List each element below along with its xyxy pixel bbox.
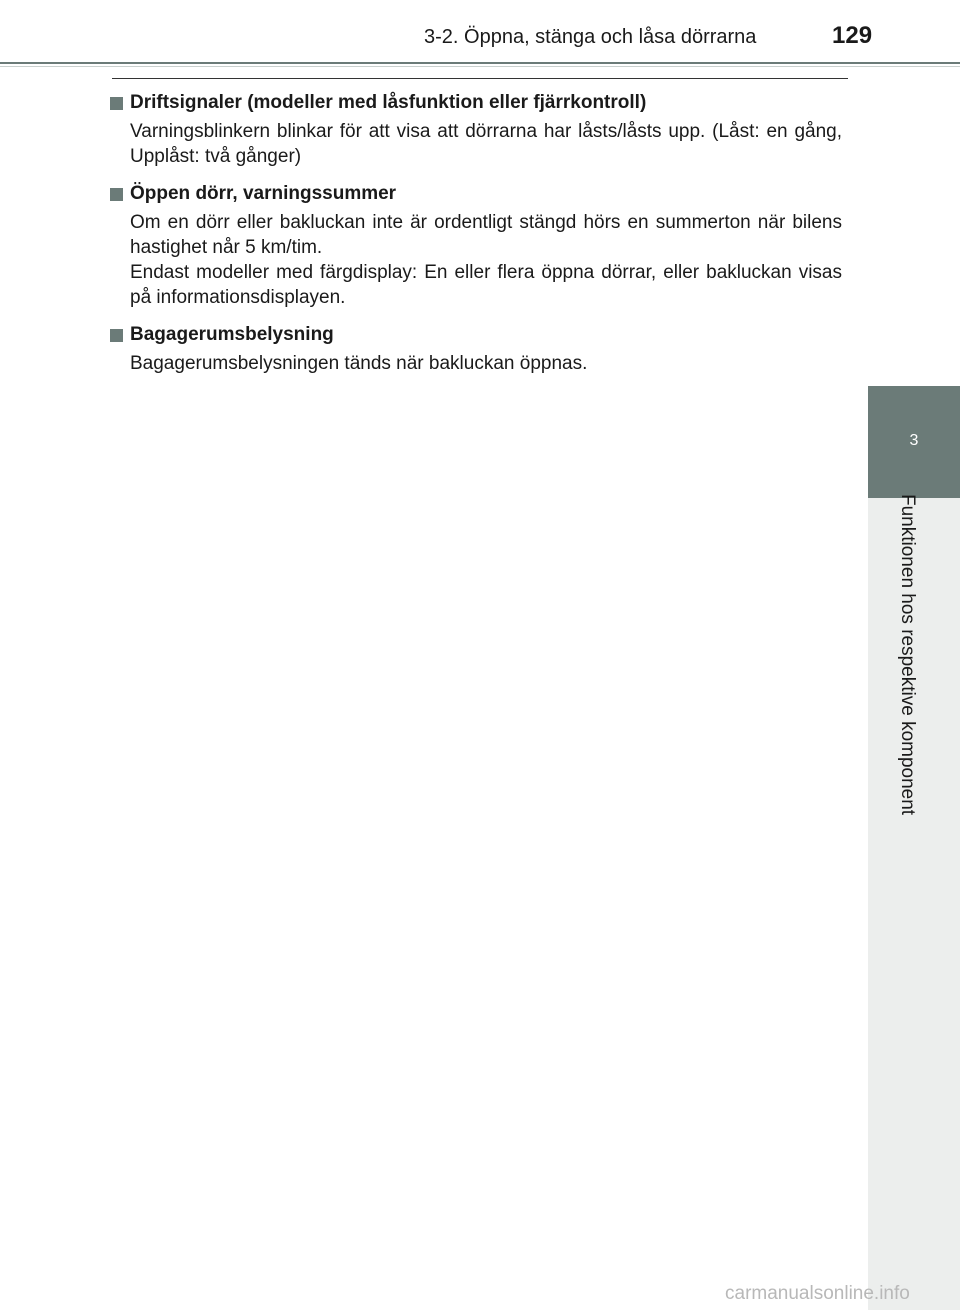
header-rule-thin — [0, 66, 960, 67]
section-heading: Bagagerumsbelysning — [130, 324, 334, 345]
chapter-title-vertical: Funktionen hos respektive komponent — [897, 494, 918, 816]
chapter-section-title: 3-2. Öppna, stänga och låsa dörrarna — [424, 26, 757, 48]
section-heading: Driftsignaler (modeller med låsfunktion eller fjärrkontroll) — [130, 92, 647, 113]
section-open-door-buzzer — [110, 181, 842, 310]
paragraph: Varningsblinkern blinkar för att visa att dörrarna har låsts/låsts upp. (Låst: en gång, Upplåst: två gånger) — [130, 121, 842, 167]
content-divider — [112, 78, 848, 79]
paragraph: Bagagerumsbelysningen tänds när bakluckan öppnas. — [130, 353, 588, 374]
header-rule — [0, 62, 960, 64]
page-number: 129 — [832, 22, 873, 49]
section-luggage-light — [110, 322, 842, 376]
section-operation-signals — [110, 90, 842, 169]
square-bullet-icon — [110, 188, 123, 201]
square-bullet-icon — [110, 97, 123, 110]
paragraph: Endast modeller med färgdisplay: En eller flera öppna dörrar, eller bakluckan visas på informationsdisplayen. — [130, 262, 842, 308]
chapter-number: 3 — [909, 432, 919, 449]
section-heading: Öppen dörr, varningssummer — [130, 183, 397, 204]
square-bullet-icon — [110, 329, 123, 342]
paragraph: Om en dörr eller bakluckan inte är ordentligt stängd hörs en summerton när bilens hastighet når 5 km/tim. — [130, 212, 842, 258]
page-content — [110, 90, 842, 388]
watermark: carmanualsonline.info — [725, 1283, 910, 1304]
